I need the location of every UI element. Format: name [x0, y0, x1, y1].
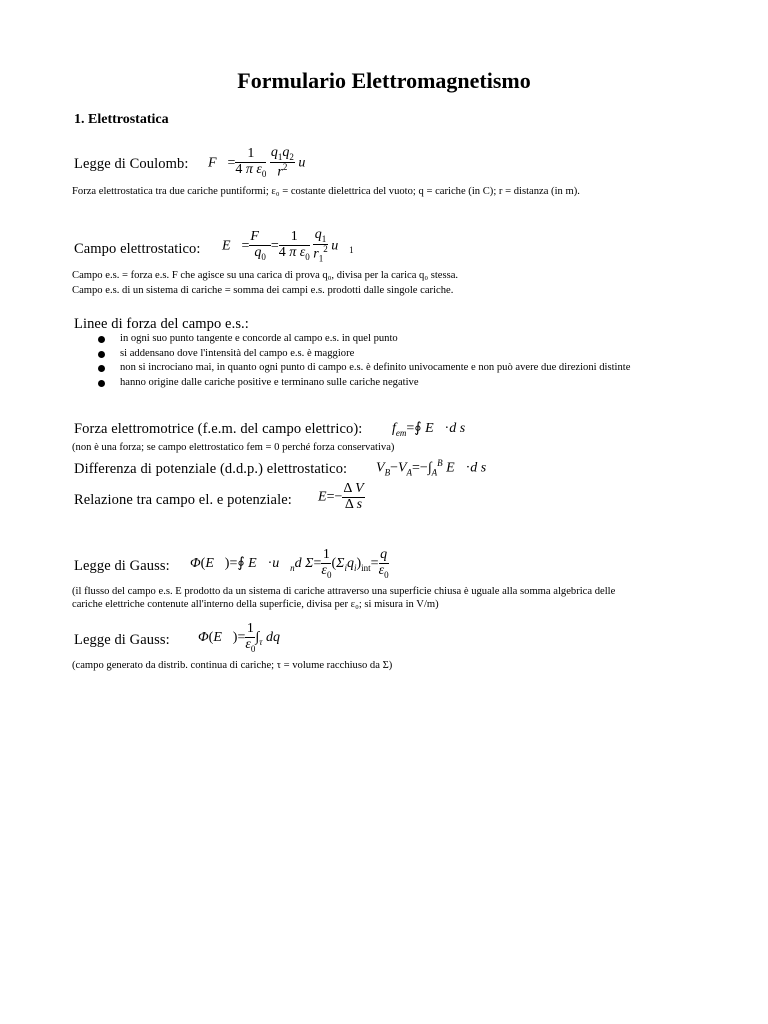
relazione-label: Relazione tra campo el. e potenziale: — [74, 492, 292, 508]
gauss-note-1a: (il flusso del campo e.s. E prodotto da un sistema di cariche attraverso una superficie chiusa è uguale alla somma algebrica delle — [72, 586, 616, 597]
coulomb-formula: F⃗= $\frac{1}{4 \pi \varepsilon_0}$ $\frac{q_1q_2}{r^2}$ u⃗ — [208, 145, 317, 180]
gauss-formula-1: Φ(E⃗)=∮ $E⃗\cdot u⃗_nd$ Σ= $\frac{1}{\varepsilon_0}$ $(\Sigma_iq_i)_{int}=$ $\frac{q}{\varepsilon_0}$ — [190, 547, 389, 580]
campo-formula: E⃗= $\frac{F⃗}{q_0}$ = $\frac{1}{4 \pi \varepsilon_0}$ $\frac{q_1}{r_1^2}$ $u⃗_1$ — [222, 227, 354, 264]
gauss-label-2: Legge di Gauss: — [74, 632, 170, 648]
campo-note-2: Campo e.s. di un sistema di cariche = somma dei campi e.s. prodotti dalle singole cariche. — [72, 285, 454, 296]
fem-note: (non è una forza; se campo elettrostatico fem = 0 perché forza conservativa) — [72, 442, 395, 453]
gauss-formula-2: Φ(E⃗)= $\frac{1}{\varepsilon_0}$ $\int_\tau$ dq — [198, 621, 280, 654]
gauss-note-1b: cariche elettriche contenute all'interno della superficie, divisa per ε₀; si misura in V/m) — [72, 599, 439, 610]
coulomb-label: Legge di Coulomb: — [74, 156, 189, 172]
campo-label: Campo elettrostatico: — [74, 241, 201, 257]
list-item: non si incrociano mai, in quanto ogni punto di campo e.s. è definito univocamente e non può avere due direzioni distinte — [98, 361, 660, 376]
page-title: Formulario Elettromagnetismo — [237, 68, 531, 93]
list-item: si addensano dove l'intensità del campo e.s. è maggiore — [98, 347, 660, 362]
gauss-note-2: (campo generato da distrib. continua di cariche; τ = volume racchiuso da Σ) — [72, 660, 393, 671]
fem-label: Forza elettromotrice (f.e.m. del campo elettrico): — [74, 421, 363, 437]
linee-label: Linee di forza del campo e.s.: — [74, 316, 249, 332]
gauss-label-1: Legge di Gauss: — [74, 558, 170, 574]
ddp-formula: $V_B-V_A=-\int_A^B$ E⃗·d s⃗ — [376, 458, 498, 478]
coulomb-note: Forza elettrostatica tra due cariche puntiformi; ε₀ = costante dielettrica del vuoto; q = cariche (in C); r = distanza (in m). — [72, 186, 580, 197]
section-heading-elettrostatica: 1. Elettrostatica — [74, 112, 169, 127]
list-item: hanno origine dalle cariche positive e terminano sulle cariche negative — [98, 376, 660, 391]
list-item: in ogni suo punto tangente e concorde al campo e.s. in quel punto — [98, 332, 660, 347]
ddp-label: Differenza di potenziale (d.d.p.) elettrostatico: — [74, 461, 348, 477]
campo-note-1: Campo e.s. = forza e.s. F che agisce su una carica di prova q₀, divisa per la carica q₀ stessa. — [72, 270, 459, 281]
fem-formula: $f_{em}=∮$ E⃗·d s⃗ — [392, 421, 477, 438]
relazione-formula: E=− $\frac{\text{Δ V}}{\text{Δ s}}$ — [318, 481, 364, 512]
linee-bullet-list — [98, 332, 660, 390]
